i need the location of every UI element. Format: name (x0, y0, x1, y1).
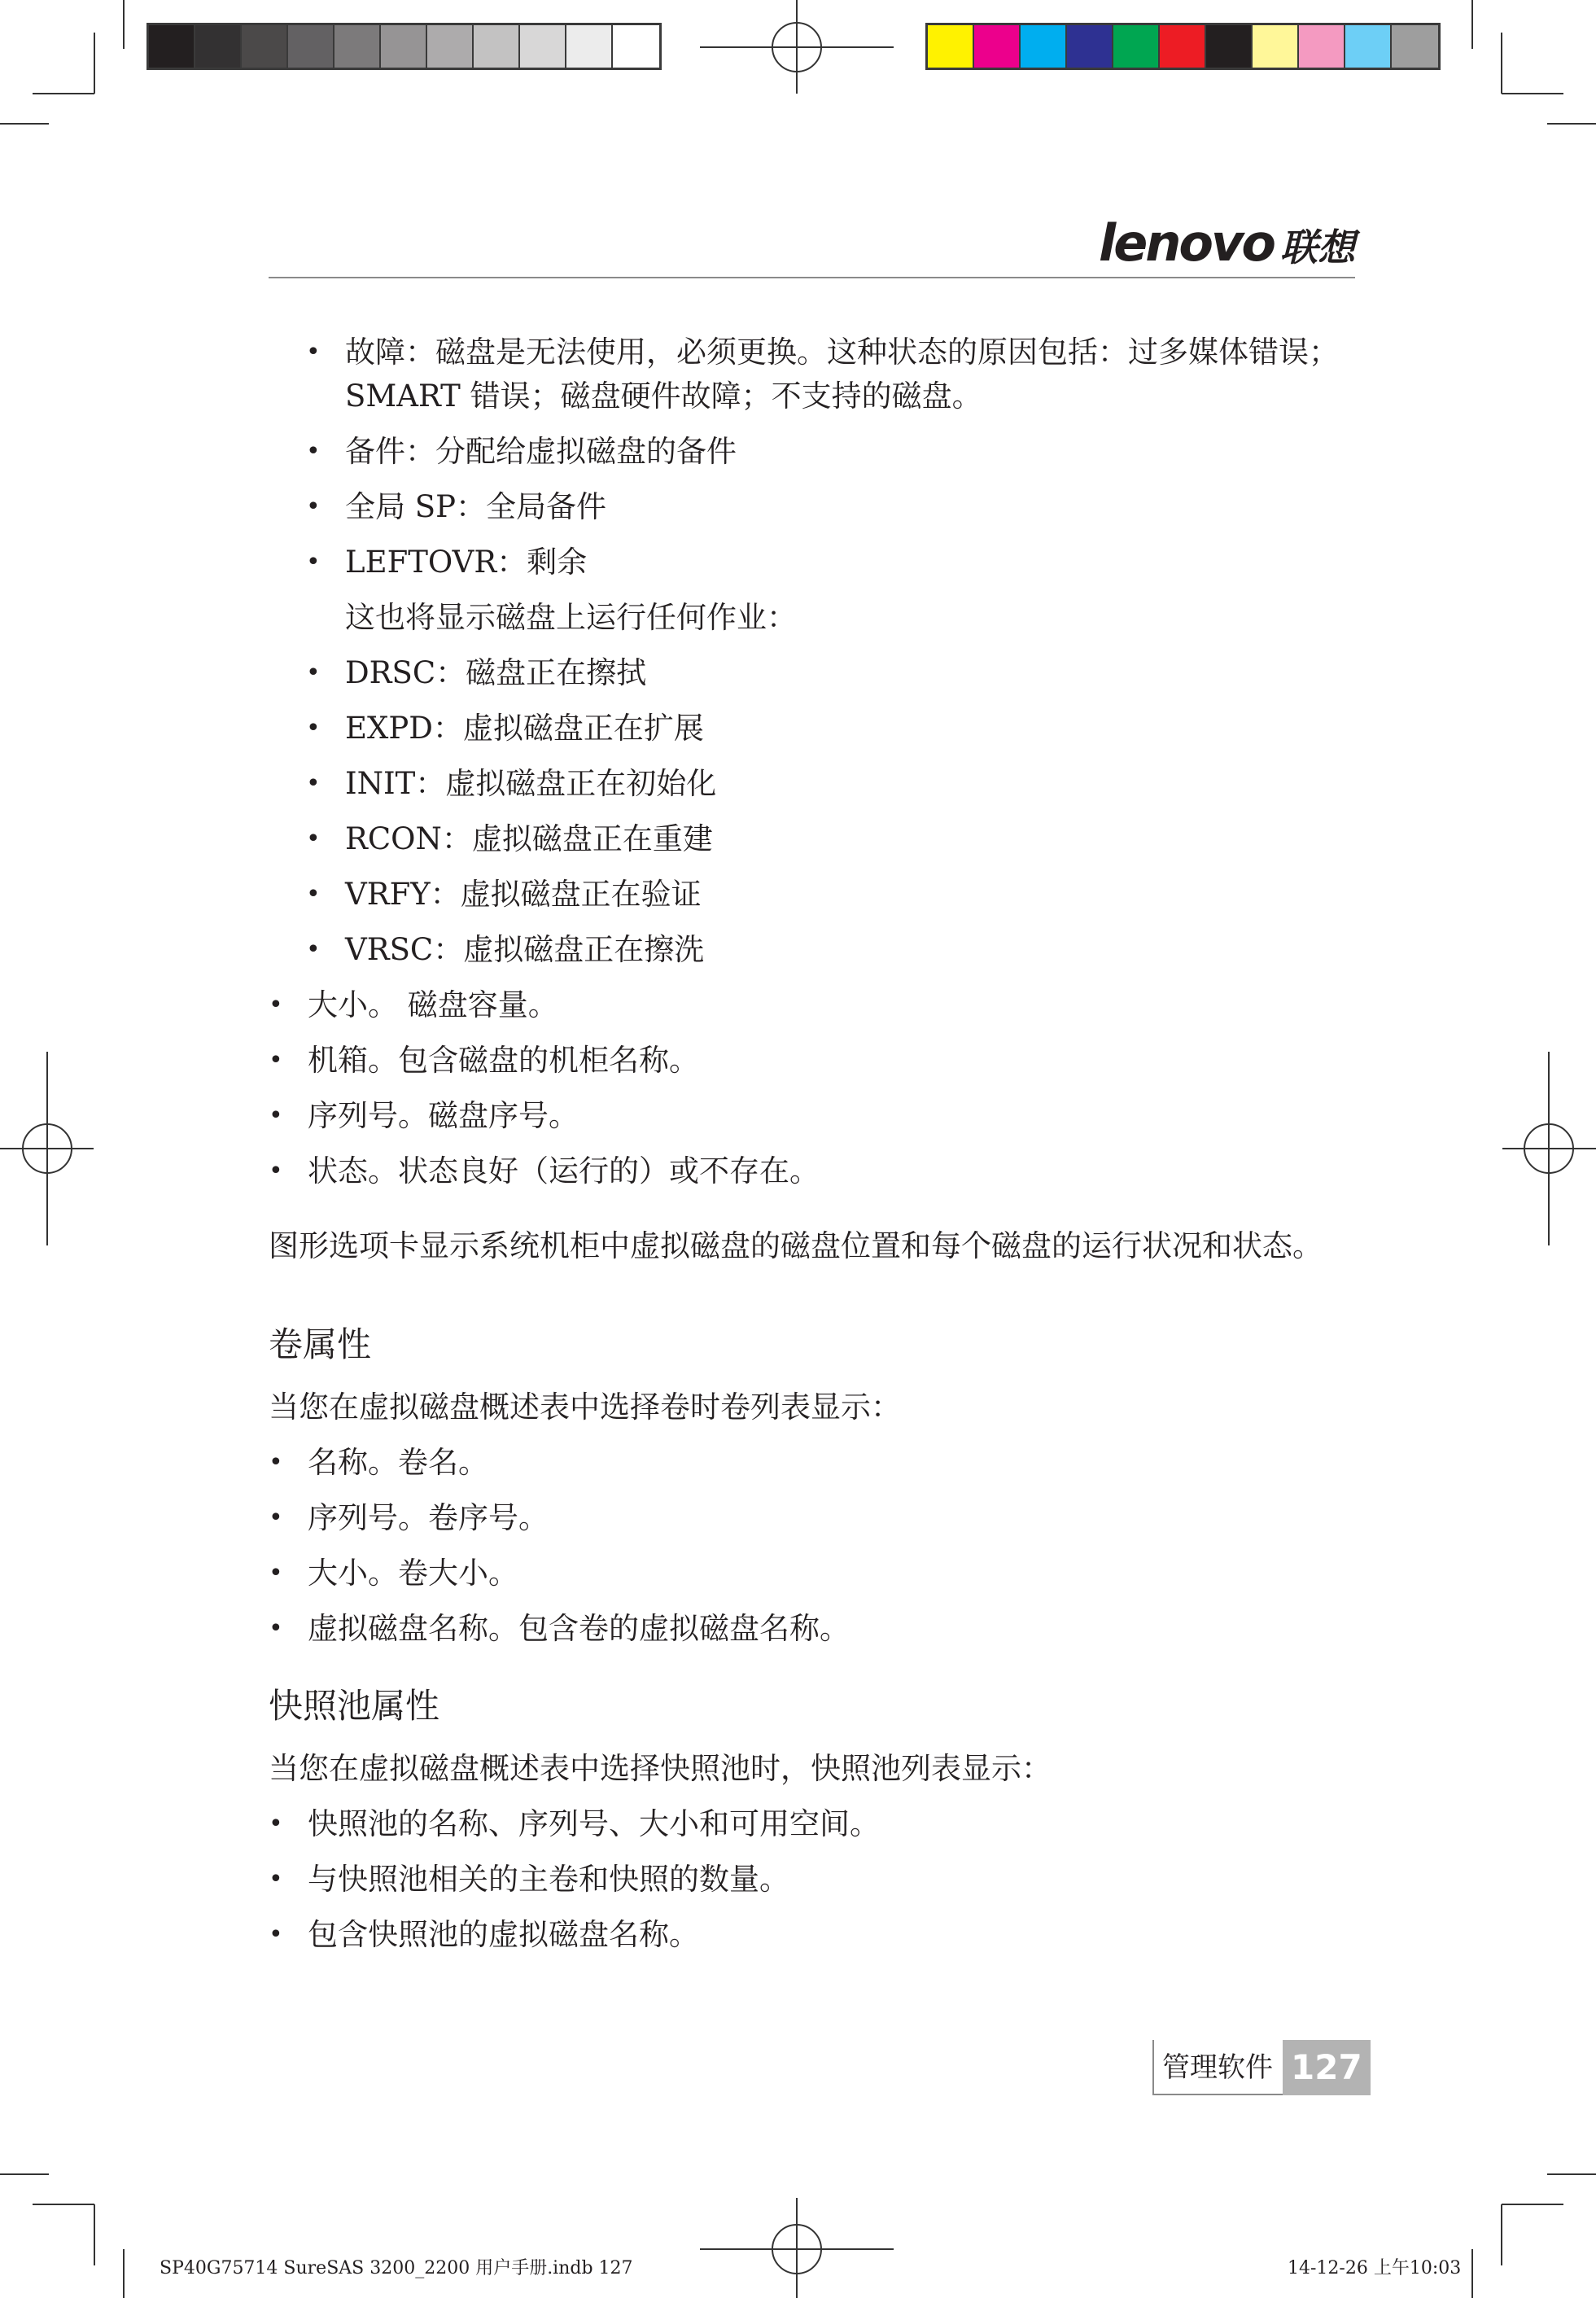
list-item: 故障：磁盘是无法使用，必须更换。这种状态的原因包括：过多媒体错误； (345, 335, 1339, 370)
list-item: RCON：虚拟磁盘正在重建 (345, 821, 713, 856)
section-heading: 卷属性 (269, 1324, 372, 1364)
paragraph: 图形选项卡显示系统机柜中虚拟磁盘的磁盘位置和每个磁盘的运行状况和状态。 (269, 1228, 1323, 1263)
bullet: • (269, 1810, 283, 1838)
list-item: DRSC：磁盘正在擦拭 (345, 655, 647, 690)
bullet: • (306, 548, 321, 576)
bullet: • (269, 1101, 283, 1130)
bullet: • (269, 1448, 283, 1477)
paragraph: 这也将显示磁盘上运行任何作业： (345, 600, 797, 635)
bullet: • (269, 1614, 283, 1643)
paragraph: 当您在虚拟磁盘概述表中选择卷时卷列表显示： (269, 1390, 901, 1425)
list-item: 名称。卷名。 (308, 1445, 488, 1480)
bullet: • (306, 659, 321, 687)
bullet: • (269, 1920, 283, 1949)
list-item: 序列号。卷序号。 (308, 1500, 549, 1535)
list-item: 机箱。包含磁盘的机柜名称。 (308, 1043, 699, 1078)
bullet: • (306, 880, 321, 908)
lenovo-logo (1099, 213, 1355, 273)
list-item: 状态。状态良好（运行的）或不存在。 (308, 1153, 820, 1188)
list-item: 大小。卷大小。 (308, 1556, 518, 1591)
print-slug-left: SP40G75714 SureSAS 3200_2200 用户手册.indb 127 (160, 2258, 633, 2278)
list-item: INIT：虚拟磁盘正在初始化 (345, 766, 717, 801)
bullet: • (269, 1504, 283, 1532)
page-footer-tab (1152, 2040, 1371, 2095)
bullet: • (269, 991, 283, 1019)
list-item: LEFTOVR：剩余 (345, 545, 588, 580)
bullet: • (269, 1046, 283, 1075)
bullet: • (306, 714, 321, 742)
list-item: EXPD：虚拟磁盘正在扩展 (345, 711, 704, 746)
list-item-continuation: SMART 错误；磁盘硬件故障；不支持的磁盘。 (345, 379, 982, 414)
bullet: • (269, 1865, 283, 1893)
section-heading: 快照池属性 (269, 1686, 440, 1726)
list-item: 与快照池相关的主卷和快照的数量。 (308, 1862, 789, 1897)
list-item: 序列号。磁盘序号。 (308, 1098, 579, 1133)
list-item: 全局 SP：全局备件 (345, 489, 607, 524)
bullet: • (306, 437, 321, 466)
print-slug-right: 14-12-26 上午10:03 (1288, 2258, 1462, 2278)
list-item: 包含快照池的虚拟磁盘名称。 (308, 1917, 699, 1952)
bullet: • (269, 1157, 283, 1185)
list-item: VRSC：虚拟磁盘正在擦洗 (345, 932, 705, 967)
page-number: 127 (1283, 2040, 1371, 2095)
list-item: 大小。 磁盘容量。 (308, 987, 558, 1022)
logo-chinese: 联想 (1280, 225, 1355, 269)
header-rule (269, 277, 1355, 278)
bullet: • (306, 769, 321, 798)
bullet: • (306, 492, 321, 521)
logo-wordmark: lenovo (1098, 213, 1274, 273)
bullet: • (269, 1559, 283, 1587)
bullet: • (306, 338, 321, 366)
list-item: 快照池的名称、序列号、大小和可用空间。 (308, 1806, 880, 1841)
paragraph: 当您在虚拟磁盘概述表中选择快照池时，快照池列表显示： (269, 1751, 1052, 1786)
section-label: 管理软件 (1152, 2040, 1283, 2095)
list-item: VRFY：虚拟磁盘正在验证 (345, 877, 702, 912)
bullet: • (306, 935, 321, 964)
list-item: 备件：分配给虚拟磁盘的备件 (345, 434, 737, 469)
list-item: 虚拟磁盘名称。包含卷的虚拟磁盘名称。 (308, 1611, 850, 1646)
bullet: • (306, 825, 321, 853)
